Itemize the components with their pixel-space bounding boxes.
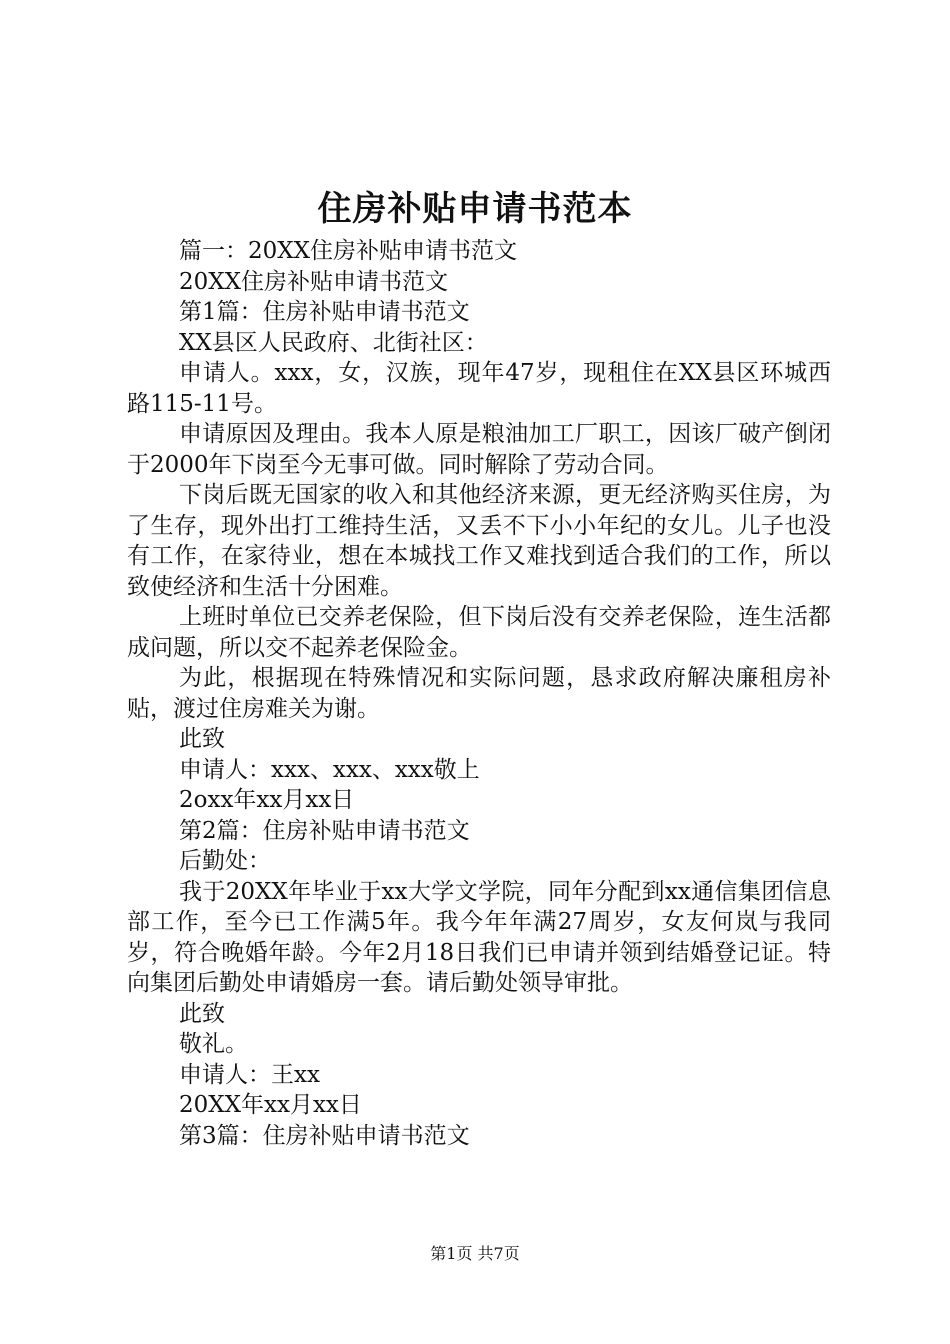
paragraph: 20XX年xx月xx日 xyxy=(179,1092,362,1118)
paragraph: 20XX住房补贴申请书范文 xyxy=(179,268,449,295)
paragraph: 申请人。xxx，女，汉族，现年47岁，现租住在XX县区环城西路115-11号。 xyxy=(127,360,831,417)
paragraph: 敬礼。 xyxy=(179,1031,248,1057)
paragraph: 为此，根据现在特殊情况和实际问题，恳求政府解决廉租房补贴，渡过住房难关为谢。 xyxy=(127,665,831,722)
paragraph: 申请人：王xx xyxy=(179,1061,320,1088)
paragraph: 篇一：20XX住房补贴申请书范文 xyxy=(179,238,518,264)
paragraph: 申请人：xxx、xxx、xxx敬上 xyxy=(179,756,480,783)
document-body xyxy=(127,236,831,1151)
paragraph: 申请原因及理由。我本人原是粮油加工厂职工，因该厂破产倒闭于2000年下岗至今无事可做。同时解除了劳动合同。 xyxy=(127,421,831,478)
paragraph: 第2篇：住房补贴申请书范文 xyxy=(179,817,470,844)
paragraph: XX县区人民政府、北街社区： xyxy=(179,329,488,356)
paragraph: 此致 xyxy=(179,726,225,752)
paragraph: 上班时单位已交养老保险，但下岗后没有交养老保险，连生活都成问题，所以交不起养老保险金。 xyxy=(127,604,831,661)
paragraph: 第3篇：住房补贴申请书范文 xyxy=(179,1122,470,1149)
page-footer: 第1页 共7页 xyxy=(430,1244,520,1263)
paragraph: 第1篇：住房补贴申请书范文 xyxy=(179,299,470,325)
paragraph: 此致 xyxy=(179,1000,225,1027)
paragraph: 后勤处： xyxy=(179,848,271,874)
document-title: 住房补贴申请书范本 xyxy=(317,189,633,229)
paragraph: 2oxx年xx月xx日 xyxy=(179,787,355,813)
paragraph: 我于20XX年毕业于xx大学文学院，同年分配到xx通信集团信息部工作，至今已工作满5年。我今年年满27周岁，女友何岚与我同岁，符合晚婚年龄。今年2月18日我们已申请并领到结婚登记证。特向集团后勤处申请婚房一套。请后勤处领导审批。 xyxy=(127,878,831,996)
paragraph: 下岗后既无国家的收入和其他经济来源，更无经济购买住房，为了生存，现外出打工维持生活，又丢不下小小年纪的女儿。儿子也没有工作，在家待业，想在本城找工作又难找到适合我们的工作，所以致使经济和生活十分困难。 xyxy=(127,482,831,600)
